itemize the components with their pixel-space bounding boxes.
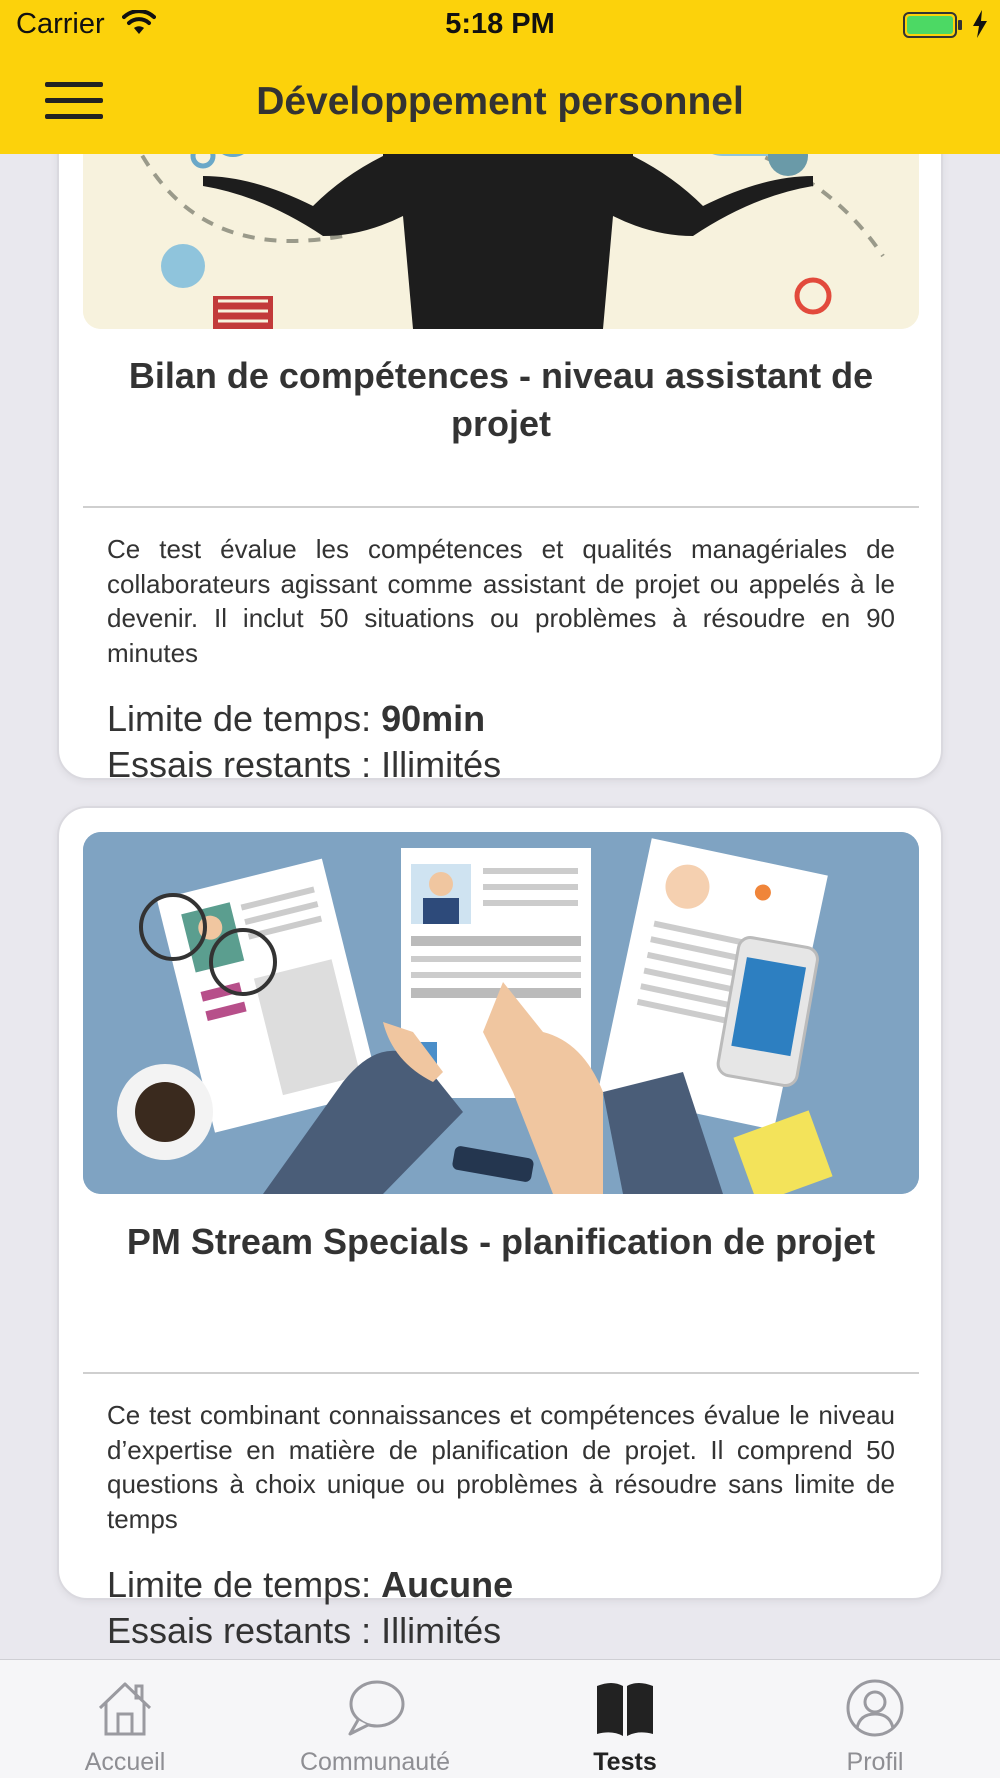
time-limit-label: Limite de temps: [107,698,382,739]
carrier-label: Carrier [16,8,105,40]
time-limit-value: Aucune [381,1564,514,1605]
time-limit-label: Limite de temps: [107,1564,382,1605]
test-meta [107,1562,895,1654]
time-limit [107,1562,895,1608]
attempts-remaining: Essais restants : Illimités [107,1610,502,1651]
test-card[interactable] [57,154,943,785]
tab-bar [0,1659,1000,1778]
test-title: Bilan de compétences - niveau assistant de projet [128,355,874,444]
status-bar [0,0,1000,50]
tab-label: Profil [846,1748,904,1776]
test-card-image [83,154,919,329]
tests-list[interactable] [0,154,1000,1659]
tab-label: Communauté [299,1748,451,1776]
attempts-remaining: Essais restants : Illimités [107,744,502,785]
test-card[interactable] [57,806,943,1651]
tab-accueil[interactable] [0,1660,250,1778]
test-card-image [83,832,919,1194]
profile-icon [844,1678,906,1738]
tab-label: Accueil [84,1748,166,1776]
tab-communaute[interactable] [250,1660,500,1778]
divider [83,1372,919,1374]
test-description: Ce test évalue les compétences et qualités managériales de collaborateurs agissant comme assistant de projet ou appelés à le devenir. Il inclut 50 situations ou problèmes à résoudre en 90 minutes [107,534,895,668]
chat-bubble-icon [344,1678,406,1738]
time-limit-value: 90min [381,698,486,739]
test-meta [107,696,895,788]
battery-icon [903,11,963,39]
tab-label: Tests [593,1748,657,1776]
top-header [0,0,1000,154]
tab-profil[interactable] [750,1660,1000,1778]
test-description: Ce test combinant connaissances et compétences évalue le niveau d’expertise en matière de planification de projet. Il comprend 50 questions à choix unique ou problèmes à résoudre sans limite de temps [107,1400,895,1534]
time-limit [107,696,895,742]
page-title: Développement personnel [256,80,744,123]
clock: 5:18 PM [445,8,555,40]
home-icon [94,1678,156,1738]
test-title: PM Stream Specials - planification de projet [126,1221,876,1262]
book-icon [594,1678,656,1738]
divider [83,506,919,508]
charging-bolt-icon [970,9,990,39]
tab-tests[interactable] [500,1660,750,1778]
